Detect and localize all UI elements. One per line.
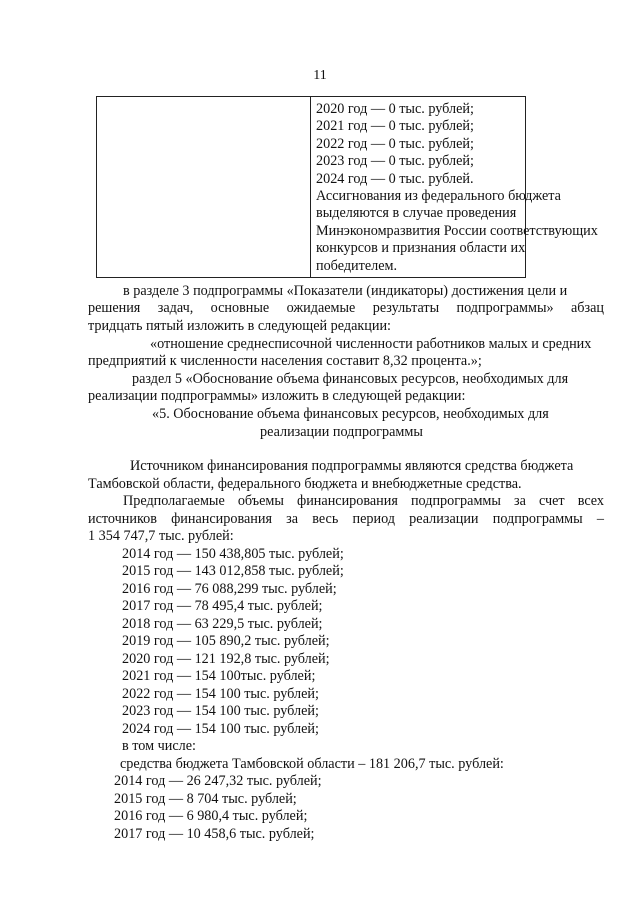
paragraph-line: Источником финансирования подпрограммы являются средства бюджета — [130, 458, 574, 474]
year-amount: 2018 год — 63 229,5 тыс. рублей; — [122, 616, 323, 632]
table-line: 2024 год — 0 тыс. рублей. — [316, 170, 474, 187]
table-line: 2021 год — 0 тыс. рублей; — [316, 118, 474, 135]
paragraph-line: реализации подпрограммы» изложить в следующей редакции: — [88, 388, 466, 404]
year-amount: 2016 год — 76 088,299 тыс. рублей; — [122, 581, 337, 597]
year-amount: 2022 год — 154 100 тыс. рублей; — [122, 686, 319, 702]
year-amount: 2017 год — 10 458,6 тыс. рублей; — [114, 826, 315, 842]
year-amount: 2024 год — 154 100 тыс. рублей; — [122, 721, 319, 737]
table-line: 2023 год — 0 тыс. рублей; — [316, 153, 474, 170]
section-heading: реализации подпрограммы — [260, 424, 423, 440]
table-line: Ассигнования из федерального бюджета — [316, 188, 561, 205]
year-amount: 2019 год — 105 890,2 тыс. рублей; — [122, 633, 330, 649]
table-line: победителем. — [316, 257, 398, 274]
paragraph-line: «отношение среднесписочной численности работников малых и средних — [150, 336, 592, 352]
page-number: 11 — [313, 68, 327, 83]
paragraph-line: источников финансирования за весь период реализации подпрограммы – — [88, 511, 604, 527]
year-amount: 2017 год — 78 495,4 тыс. рублей; — [122, 598, 323, 614]
continuation-table — [96, 96, 598, 278]
table-line: Минэкономразвития России соответствующих — [316, 222, 598, 239]
year-amount: 2014 год — 26 247,32 тыс. рублей; — [114, 773, 322, 789]
section-heading: «5. Обоснование объема финансовых ресурсов, необходимых для — [152, 406, 549, 422]
paragraph-line: решения задач, основные ожидаемые результаты подпрограммы» абзац — [88, 300, 604, 316]
paragraph-line: предприятий к численности населения составит 8,32 процента.»; — [88, 353, 482, 369]
table-line: 2022 год — 0 тыс. рублей; — [316, 135, 474, 152]
table-line: конкурсов и признания области их — [316, 240, 526, 257]
year-amount: 2015 год — 8 704 тыс. рублей; — [114, 791, 297, 807]
paragraph-line: Тамбовской области, федерального бюджета и внебюджетные средства. — [88, 476, 522, 492]
table-line: 2020 год — 0 тыс. рублей; — [316, 101, 474, 117]
paragraph-line: раздел 5 «Обоснование объема финансовых ресурсов, необходимых для — [132, 371, 569, 387]
paragraph-line: Предполагаемые объемы финансирования подпрограммы за счет всех — [123, 493, 604, 509]
table-column-divider — [310, 97, 311, 277]
year-amount: 2014 год — 150 438,805 тыс. рублей; — [122, 546, 344, 562]
subtotal-intro: в том числе: — [122, 738, 196, 754]
year-amount: 2016 год — 6 980,4 тыс. рублей; — [114, 808, 308, 824]
table-right-cell — [316, 101, 598, 275]
paragraph-line: тридцать пятый изложить в следующей редакции: — [88, 318, 391, 334]
paragraph-line: в разделе 3 подпрограммы «Показатели (индикаторы) достижения цели и — [123, 283, 568, 299]
year-amount: 2023 год — 154 100 тыс. рублей; — [122, 703, 319, 719]
table-line: выделяются в случае проведения — [316, 205, 517, 222]
year-amount: 2021 год — 154 100тыс. рублей; — [122, 668, 316, 684]
regional-budget-line: средства бюджета Тамбовской области – 181 206,7 тыс. рублей: — [120, 756, 504, 772]
year-amount: 2020 год — 121 192,8 тыс. рублей; — [122, 651, 330, 667]
paragraph-line: 1 354 747,7 тыс. рублей: — [88, 528, 234, 544]
year-amount: 2015 год — 143 012,858 тыс. рублей; — [122, 563, 344, 579]
